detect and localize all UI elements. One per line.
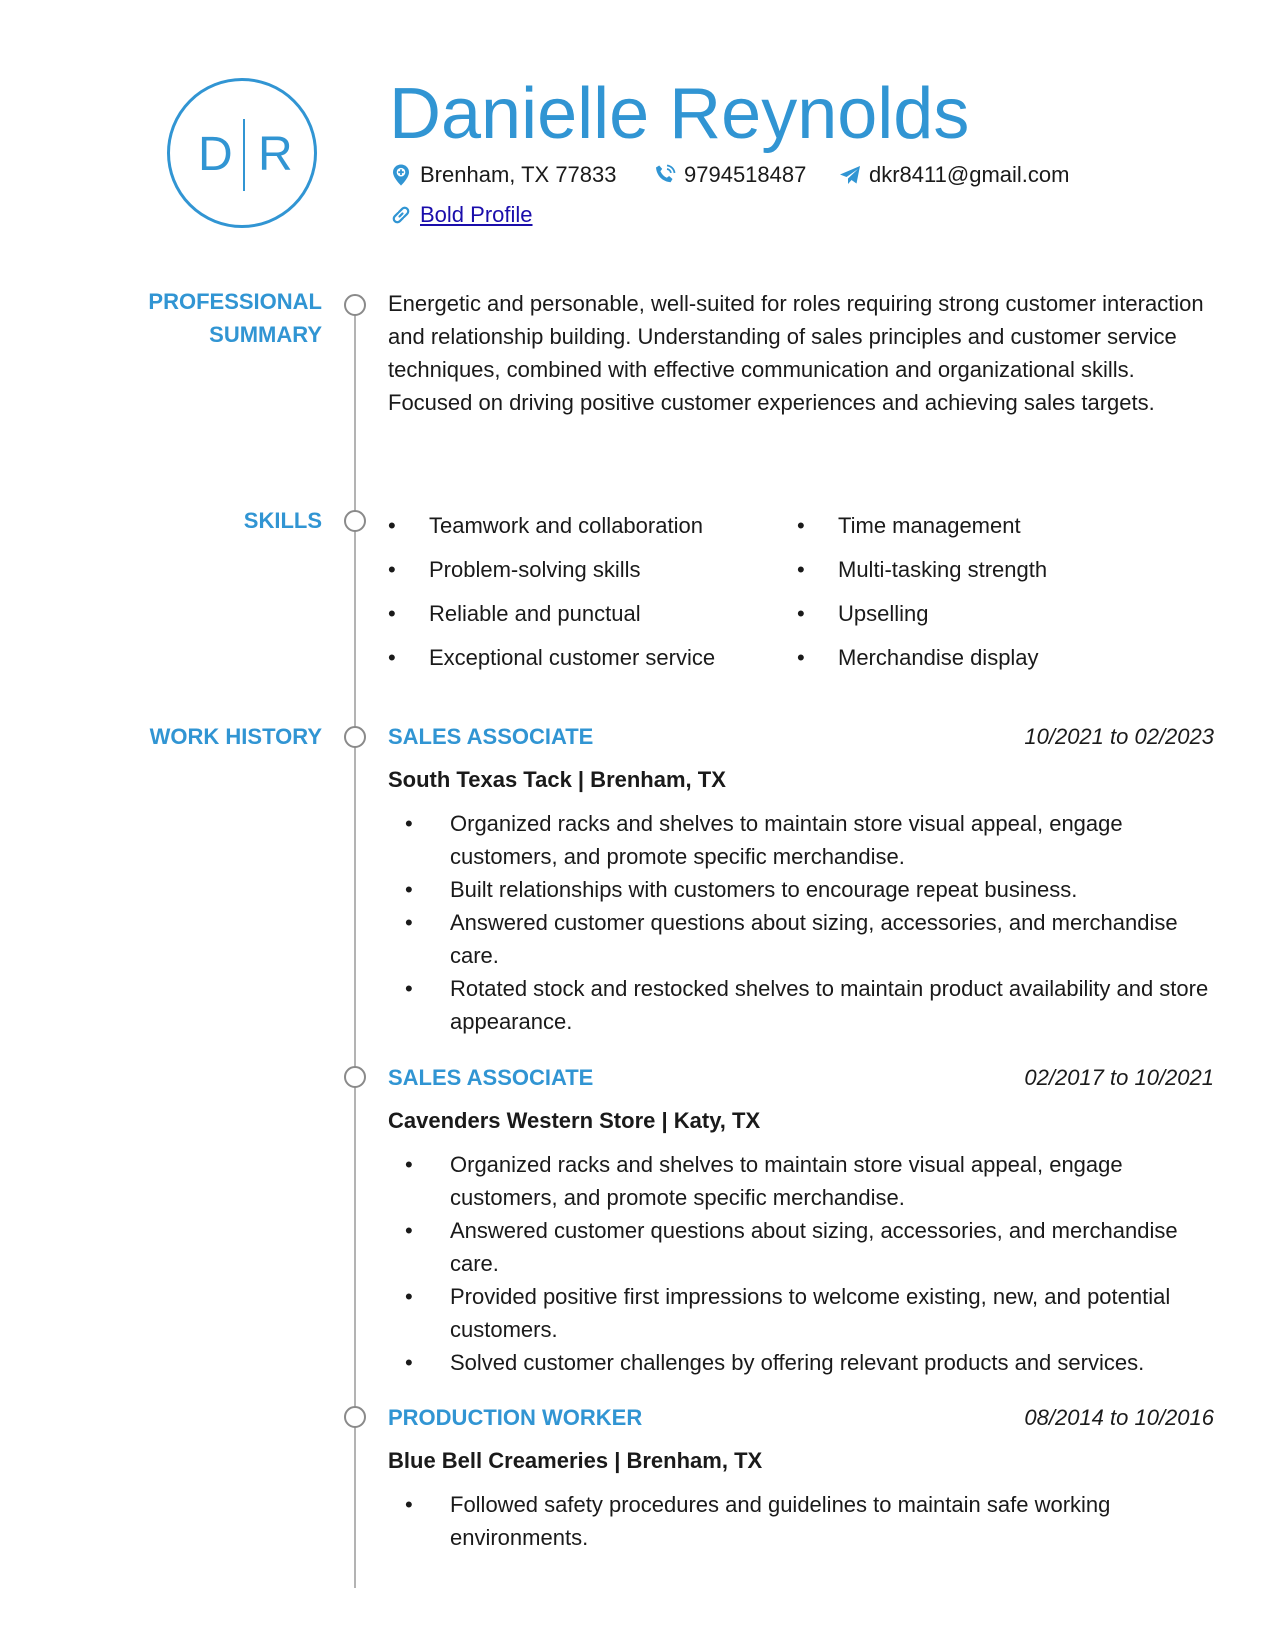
duty-item: • Built relationships with customers to encourage repeat business. xyxy=(450,873,1220,906)
candidate-name: Danielle Reynolds xyxy=(389,74,970,154)
monogram-avatar xyxy=(167,78,317,228)
timeline-node-job-2 xyxy=(344,1066,366,1088)
skill-item: • Problem-solving skills xyxy=(429,548,715,592)
link-chain-icon xyxy=(389,203,413,227)
section-label-skills: SKILLS xyxy=(243,508,322,533)
skill-item: • Multi-tasking strength xyxy=(838,548,1047,592)
profile-link[interactable]: Bold Profile xyxy=(420,202,533,227)
section-label-work: WORK HISTORY xyxy=(149,724,322,749)
timeline-line xyxy=(354,306,356,1588)
location-pin-icon xyxy=(389,163,413,187)
duty-item: • Rotated stock and restocked shelves to maintain product availability and store appearance. xyxy=(450,972,1220,1038)
duty-item: • Answered customer questions about sizing, accessories, and merchandise care. xyxy=(450,1214,1220,1280)
job-title: SALES ASSOCIATE xyxy=(388,1065,594,1090)
skill-item: • Exceptional customer service xyxy=(429,636,715,680)
summary-text: Energetic and personable, well-suited for roles requiring strong customer interaction and relationship building. Understanding of sales principles and customer service techniques, combined with effective communication and organizational skills. Focused on driving positive customer experiences and achieving sales targets. xyxy=(388,291,1204,415)
email-text: dkr8411@gmail.com xyxy=(869,162,1070,187)
phone-icon xyxy=(653,163,677,187)
monogram-last-initial: R xyxy=(258,128,293,181)
paper-plane-icon xyxy=(838,163,862,187)
duty-item: • Answered customer questions about sizing, accessories, and merchandise care. xyxy=(450,906,1220,972)
job-title: PRODUCTION WORKER xyxy=(388,1405,643,1430)
skills-list-left xyxy=(429,504,715,680)
skill-item: • Time management xyxy=(838,504,1047,548)
timeline-node-skills xyxy=(344,510,366,532)
job-company: South Texas Tack | Brenham, TX xyxy=(388,767,726,792)
address-text: Brenham, TX 77833 xyxy=(420,162,617,187)
summary-label-line2: SUMMARY xyxy=(209,322,322,347)
duty-item: • Solved customer challenges by offering relevant products and services. xyxy=(450,1346,1220,1379)
skills-list-right xyxy=(838,504,1047,680)
job-dates: 08/2014 to 10/2016 xyxy=(1024,1405,1214,1430)
job-duties xyxy=(450,1488,1220,1554)
timeline-node-job-3 xyxy=(344,1406,366,1428)
timeline-node-work xyxy=(344,726,366,748)
monogram-first-initial: D xyxy=(198,128,233,181)
duty-item: • Organized racks and shelves to maintain store visual appeal, engage customers, and promote specific merchandise. xyxy=(450,807,1220,873)
phone-text: 9794518487 xyxy=(684,162,807,187)
summary-label-line1: PROFESSIONAL xyxy=(148,289,322,314)
job-dates: 10/2021 to 02/2023 xyxy=(1024,724,1214,749)
job-duties xyxy=(450,807,1220,1038)
skill-item: • Reliable and punctual xyxy=(429,592,715,636)
job-dates: 02/2017 to 10/2021 xyxy=(1024,1065,1214,1090)
timeline-node-summary xyxy=(344,294,366,316)
skill-item: • Upselling xyxy=(838,592,1047,636)
duty-item: • Followed safety procedures and guidelines to maintain safe working environments. xyxy=(450,1488,1220,1554)
monogram-divider xyxy=(243,119,245,191)
skill-item: • Merchandise display xyxy=(838,636,1047,680)
duty-item: • Provided positive first impressions to welcome existing, new, and potential customers. xyxy=(450,1280,1220,1346)
skill-item: • Teamwork and collaboration xyxy=(429,504,715,548)
job-company: Cavenders Western Store | Katy, TX xyxy=(388,1108,761,1133)
job-company: Blue Bell Creameries | Brenham, TX xyxy=(388,1448,763,1473)
duty-item: • Organized racks and shelves to maintain store visual appeal, engage customers, and promote specific merchandise. xyxy=(450,1148,1220,1214)
section-label-summary xyxy=(102,285,322,351)
job-title: SALES ASSOCIATE xyxy=(388,724,594,749)
job-duties xyxy=(450,1148,1220,1379)
